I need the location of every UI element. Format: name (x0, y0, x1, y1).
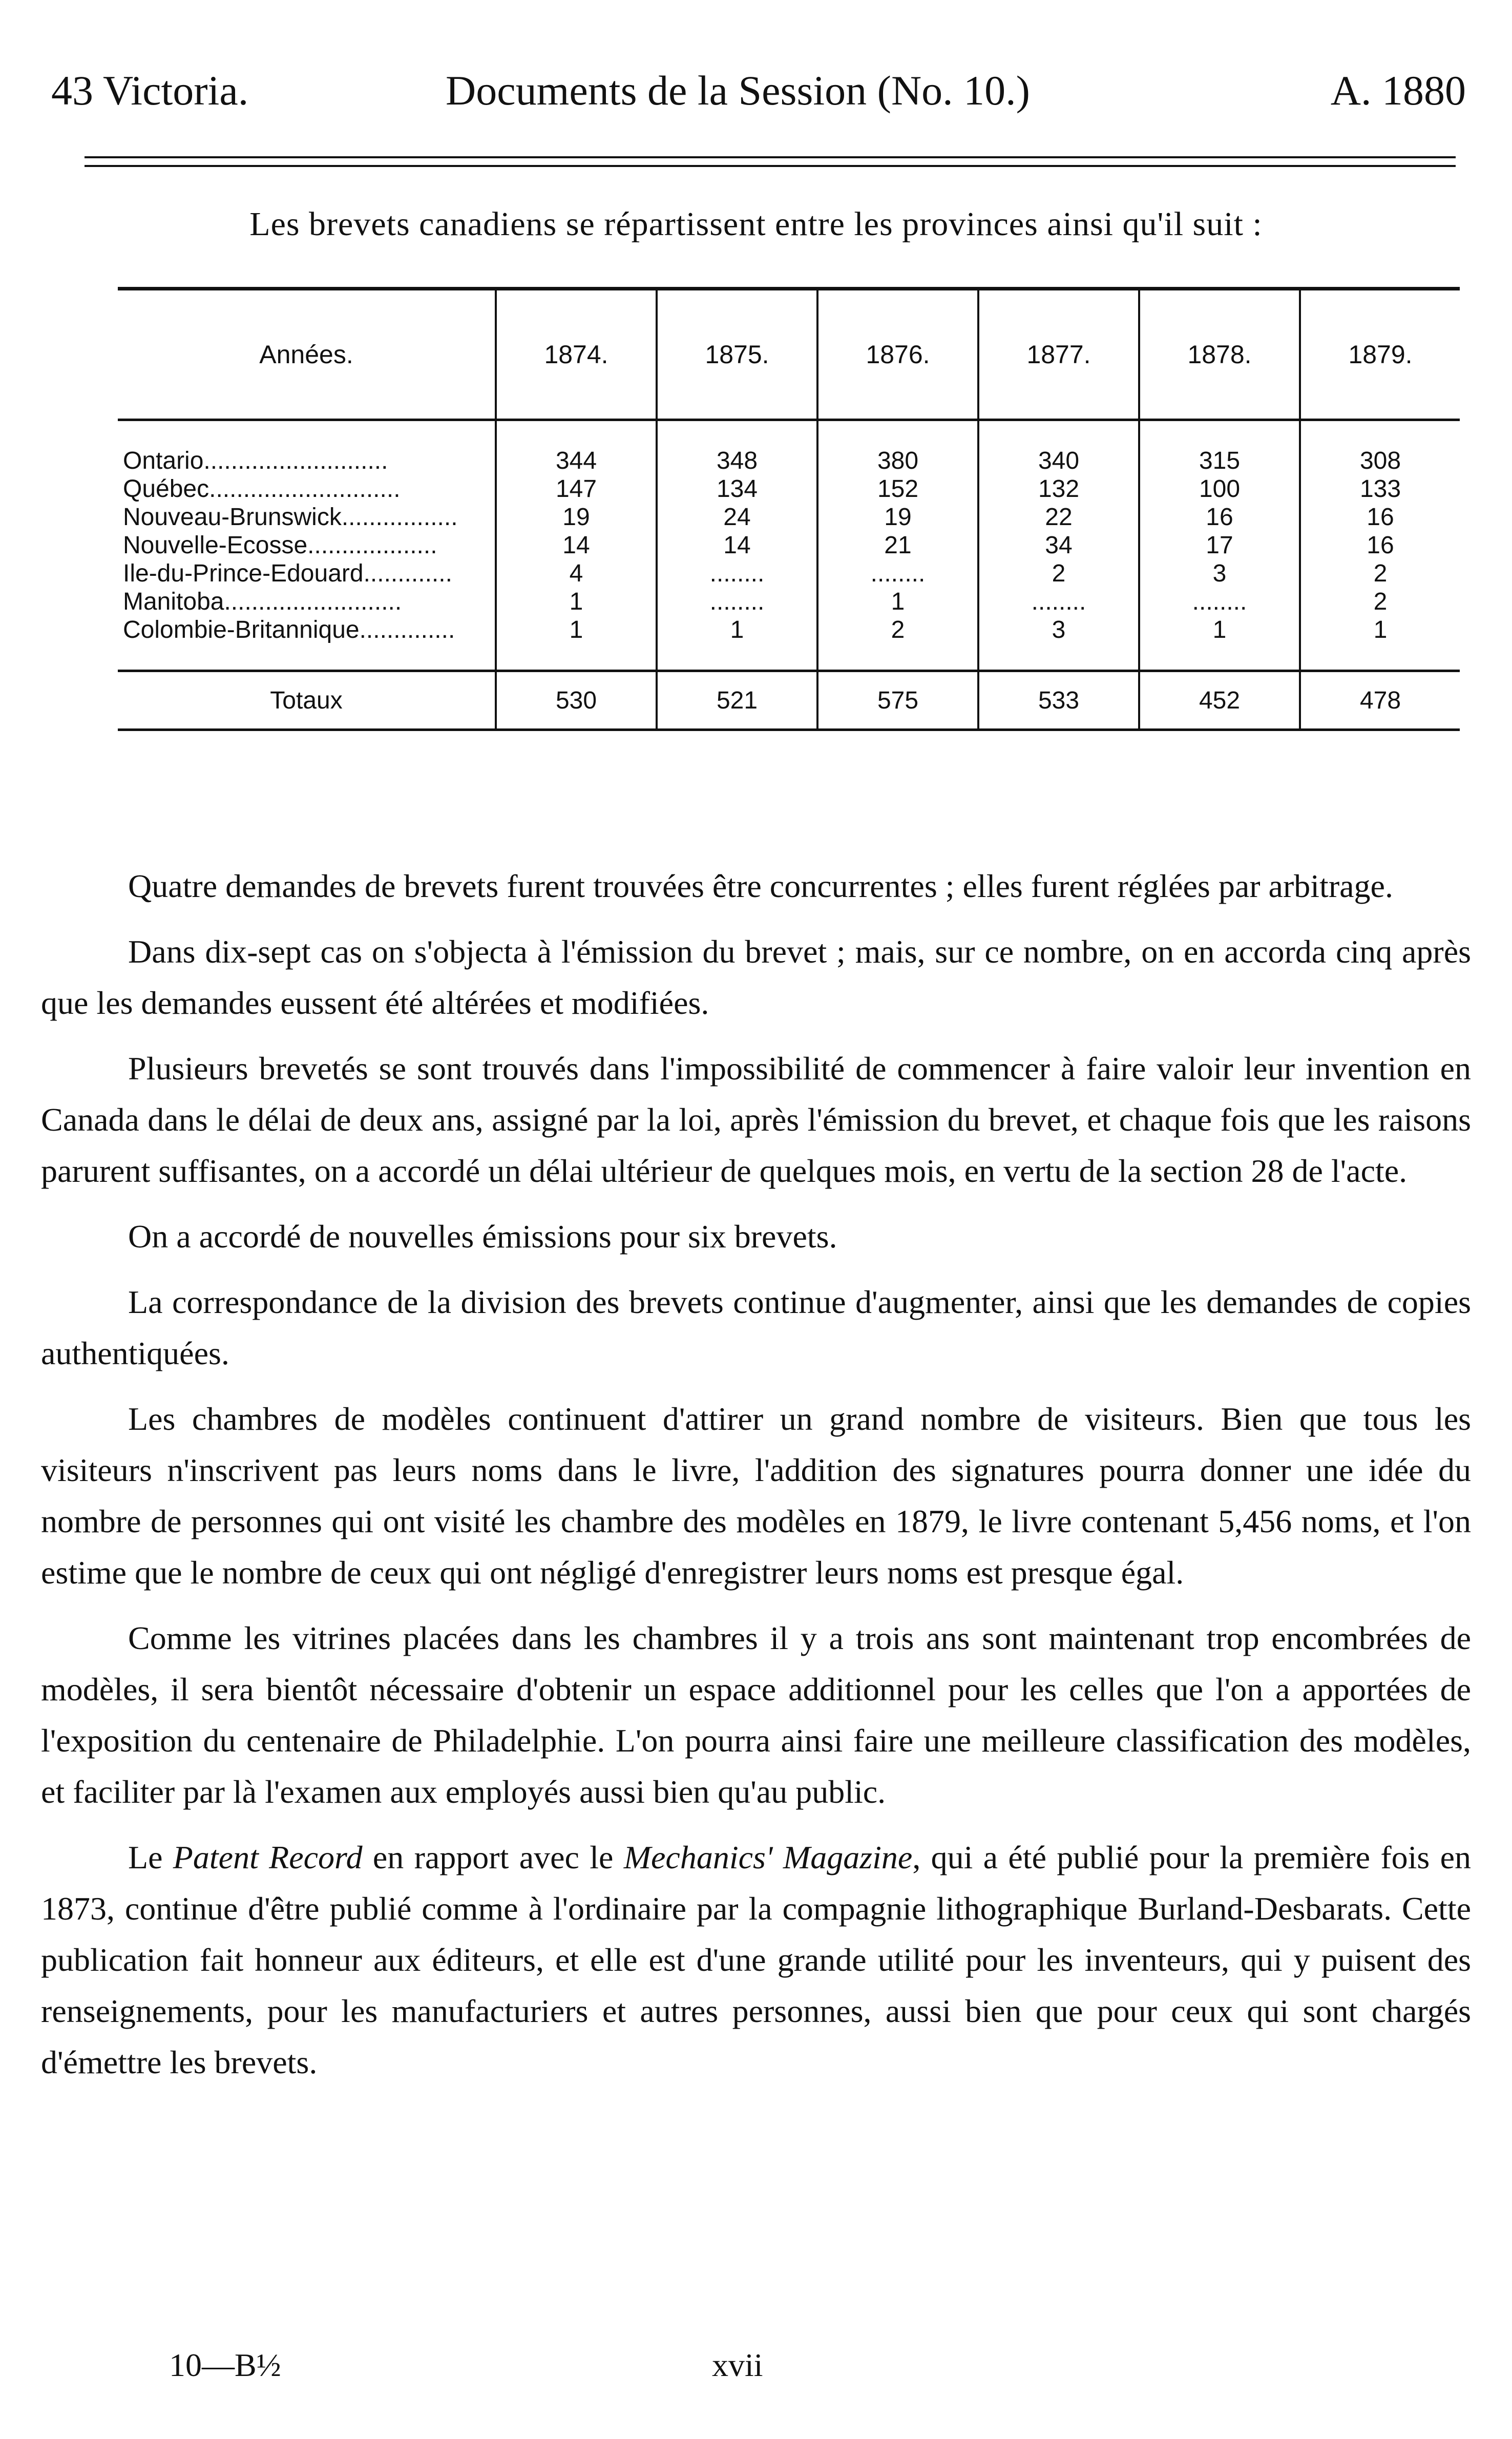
table-row (118, 447, 1460, 475)
table-cell: 133 (1300, 475, 1460, 503)
table-cell: 2 (817, 616, 978, 644)
title-patent-record: Patent Record (173, 1839, 363, 1875)
table-cell: 344 (496, 447, 657, 475)
table-cell: 134 (657, 475, 817, 503)
table-cell: 380 (817, 447, 978, 475)
table-cell: 14 (657, 531, 817, 559)
table-cell: 340 (978, 447, 1139, 475)
paragraph: On a accordé de nouvelles émissions pour six brevets. (128, 1218, 837, 1255)
table-cell: 1 (496, 616, 657, 644)
table-cell: 19 (496, 503, 657, 531)
year-header: 1879. (1300, 289, 1460, 420)
year-header: 1876. (817, 289, 978, 420)
province-name: Ile-du-Prince-Edouard............. (123, 560, 452, 587)
table-cell: 2 (1300, 559, 1460, 588)
province-name: Nouvelle-Ecosse................... (123, 532, 437, 559)
province-name: Nouveau-Brunswick................. (123, 504, 458, 531)
table-cell: 308 (1300, 447, 1460, 475)
paragraph: Quatre demandes de brevets furent trouvées être concurrentes ; elles furent réglées par arbitrage. (128, 868, 1393, 904)
table-cell: ........ (1139, 588, 1300, 616)
table-cell: 3 (1139, 559, 1300, 588)
patents-by-province-table (118, 287, 1460, 731)
table-cell: 16 (1300, 531, 1460, 559)
paragraph: Plusieurs brevetés se sont trouvés dans l'impossibilité de commencer à faire valoir leur invention en Canada dans le délai de deux ans, assigné par la loi, après l'émission du brevet, et chaque fois que les raisons parurent suffisantes, on a accordé un délai ultérieur de quelques mois, en vertu de la section 28 de l'acte. (41, 1050, 1471, 1189)
header-left: 43 Victoria. (51, 67, 249, 114)
table-cell: 34 (978, 531, 1139, 559)
table-row (118, 616, 1460, 644)
total-cell: 530 (496, 671, 657, 730)
year-header: 1875. (657, 289, 817, 420)
province-name: Manitoba.......................... (123, 588, 402, 615)
table-cell: ........ (657, 559, 817, 588)
header-right: A. 1880 (1330, 67, 1466, 114)
paragraph: Comme les vitrines placées dans les chambres il y a trois ans sont maintenant trop encombrées de modèles, il sera bientôt nécessaire d'obtenir un espace additionnel pour les celles que l'on a apportées de l'exposition du centenaire de Philadelphie. L'on pourra ainsi faire une meilleure classification des modèles, et faciliter par là l'examen aux employés aussi bien qu'au public. (41, 1620, 1471, 1810)
table-cell: 1 (1300, 616, 1460, 644)
table-row (118, 559, 1460, 588)
table-cell: 1 (657, 616, 817, 644)
text-run: Le (128, 1839, 173, 1875)
text-run: , qui a été publié pour la première fois en 1873, continue d'être publié comme à l'ordinaire par la compagnie lithographique Burland-Desbarats. Cette publication fait honneur aux éditeurs, et elle est d'une grande utilité pour les inventeurs, qui y puisent des renseignements, pour les manufacturiers et autres personnes, aussi bien que pour ceux qui sont chargés d'émettre les brevets. (41, 1839, 1472, 2080)
paragraph: Dans dix-sept cas on s'objecta à l'émission du brevet ; mais, sur ce nombre, on en accorda cinq après que les demandes eussent été altérées et modifiées. (41, 933, 1471, 1021)
table-cell: 21 (817, 531, 978, 559)
paragraph: La correspondance de la division des brevets continue d'augmenter, ainsi que les demandes de copies authentiquées. (41, 1284, 1471, 1371)
header-center: Documents de la Session (No. 10.) (446, 67, 1030, 114)
table-cell: 22 (978, 503, 1139, 531)
table-cell: 132 (978, 475, 1139, 503)
header-rule-top (85, 156, 1456, 158)
province-name: Québec............................ (123, 475, 401, 503)
province-name: Ontario........................... (123, 447, 388, 474)
table-cell: 24 (657, 503, 817, 531)
body-text (41, 861, 1471, 2102)
table-cell: 14 (496, 531, 657, 559)
table-cell: 17 (1139, 531, 1300, 559)
table-cell: 100 (1139, 475, 1300, 503)
table-cell: 1 (817, 588, 978, 616)
total-cell: 575 (817, 671, 978, 730)
table-cell: 1 (1139, 616, 1300, 644)
province-name: Colombie-Britannique.............. (123, 616, 455, 643)
table-cell: ........ (657, 588, 817, 616)
text-run: en rapport avec le (362, 1839, 624, 1875)
total-cell: 478 (1300, 671, 1460, 730)
year-header: 1877. (978, 289, 1139, 420)
totals-row (118, 671, 1460, 730)
signature-mark: 10—B½ (169, 2347, 281, 2383)
table-cell: 16 (1139, 503, 1300, 531)
title-mechanics-magazine: Mechanics' Magazine (623, 1839, 913, 1875)
table-cell: ........ (978, 588, 1139, 616)
table-row (118, 531, 1460, 559)
column-label-years: Années. (259, 340, 353, 369)
table-cell: 315 (1139, 447, 1300, 475)
table-row (118, 588, 1460, 616)
year-header: 1874. (496, 289, 657, 420)
table-cell: 1 (496, 588, 657, 616)
table-row (118, 475, 1460, 503)
table-cell: 3 (978, 616, 1139, 644)
table-cell: 2 (1300, 588, 1460, 616)
table-cell: 152 (817, 475, 978, 503)
table-cell: 348 (657, 447, 817, 475)
table-cell: 147 (496, 475, 657, 503)
table-cell: 2 (978, 559, 1139, 588)
paragraph-patent-record (41, 1832, 1471, 2088)
total-cell: 533 (978, 671, 1139, 730)
table-cell: 16 (1300, 503, 1460, 531)
year-header: 1878. (1139, 289, 1300, 420)
table-intro: Les brevets canadiens se répartissent entre les provinces ainsi qu'il suit : (249, 205, 1263, 243)
table-row (118, 503, 1460, 531)
table-cell: 19 (817, 503, 978, 531)
total-cell: 452 (1139, 671, 1300, 730)
table-cell: ........ (817, 559, 978, 588)
total-cell: 521 (657, 671, 817, 730)
header-rule-bottom (85, 165, 1456, 167)
table-header-row (118, 289, 1460, 420)
totals-label: Totaux (270, 686, 343, 714)
table-cell: 4 (496, 559, 657, 588)
page-number: xvii (712, 2347, 763, 2383)
paragraph: Les chambres de modèles continuent d'attirer un grand nombre de visiteurs. Bien que tous les visiteurs n'inscrivent pas leurs noms dans le livre, l'addition des signatures pourra donner une idée du nombre de personnes qui ont visité les chambre des modèles en 1879, le livre contenant 5,456 noms, et l'on estime que le nombre de ceux qui ont négligé d'enregistrer leurs noms est presque égal. (41, 1401, 1471, 1591)
